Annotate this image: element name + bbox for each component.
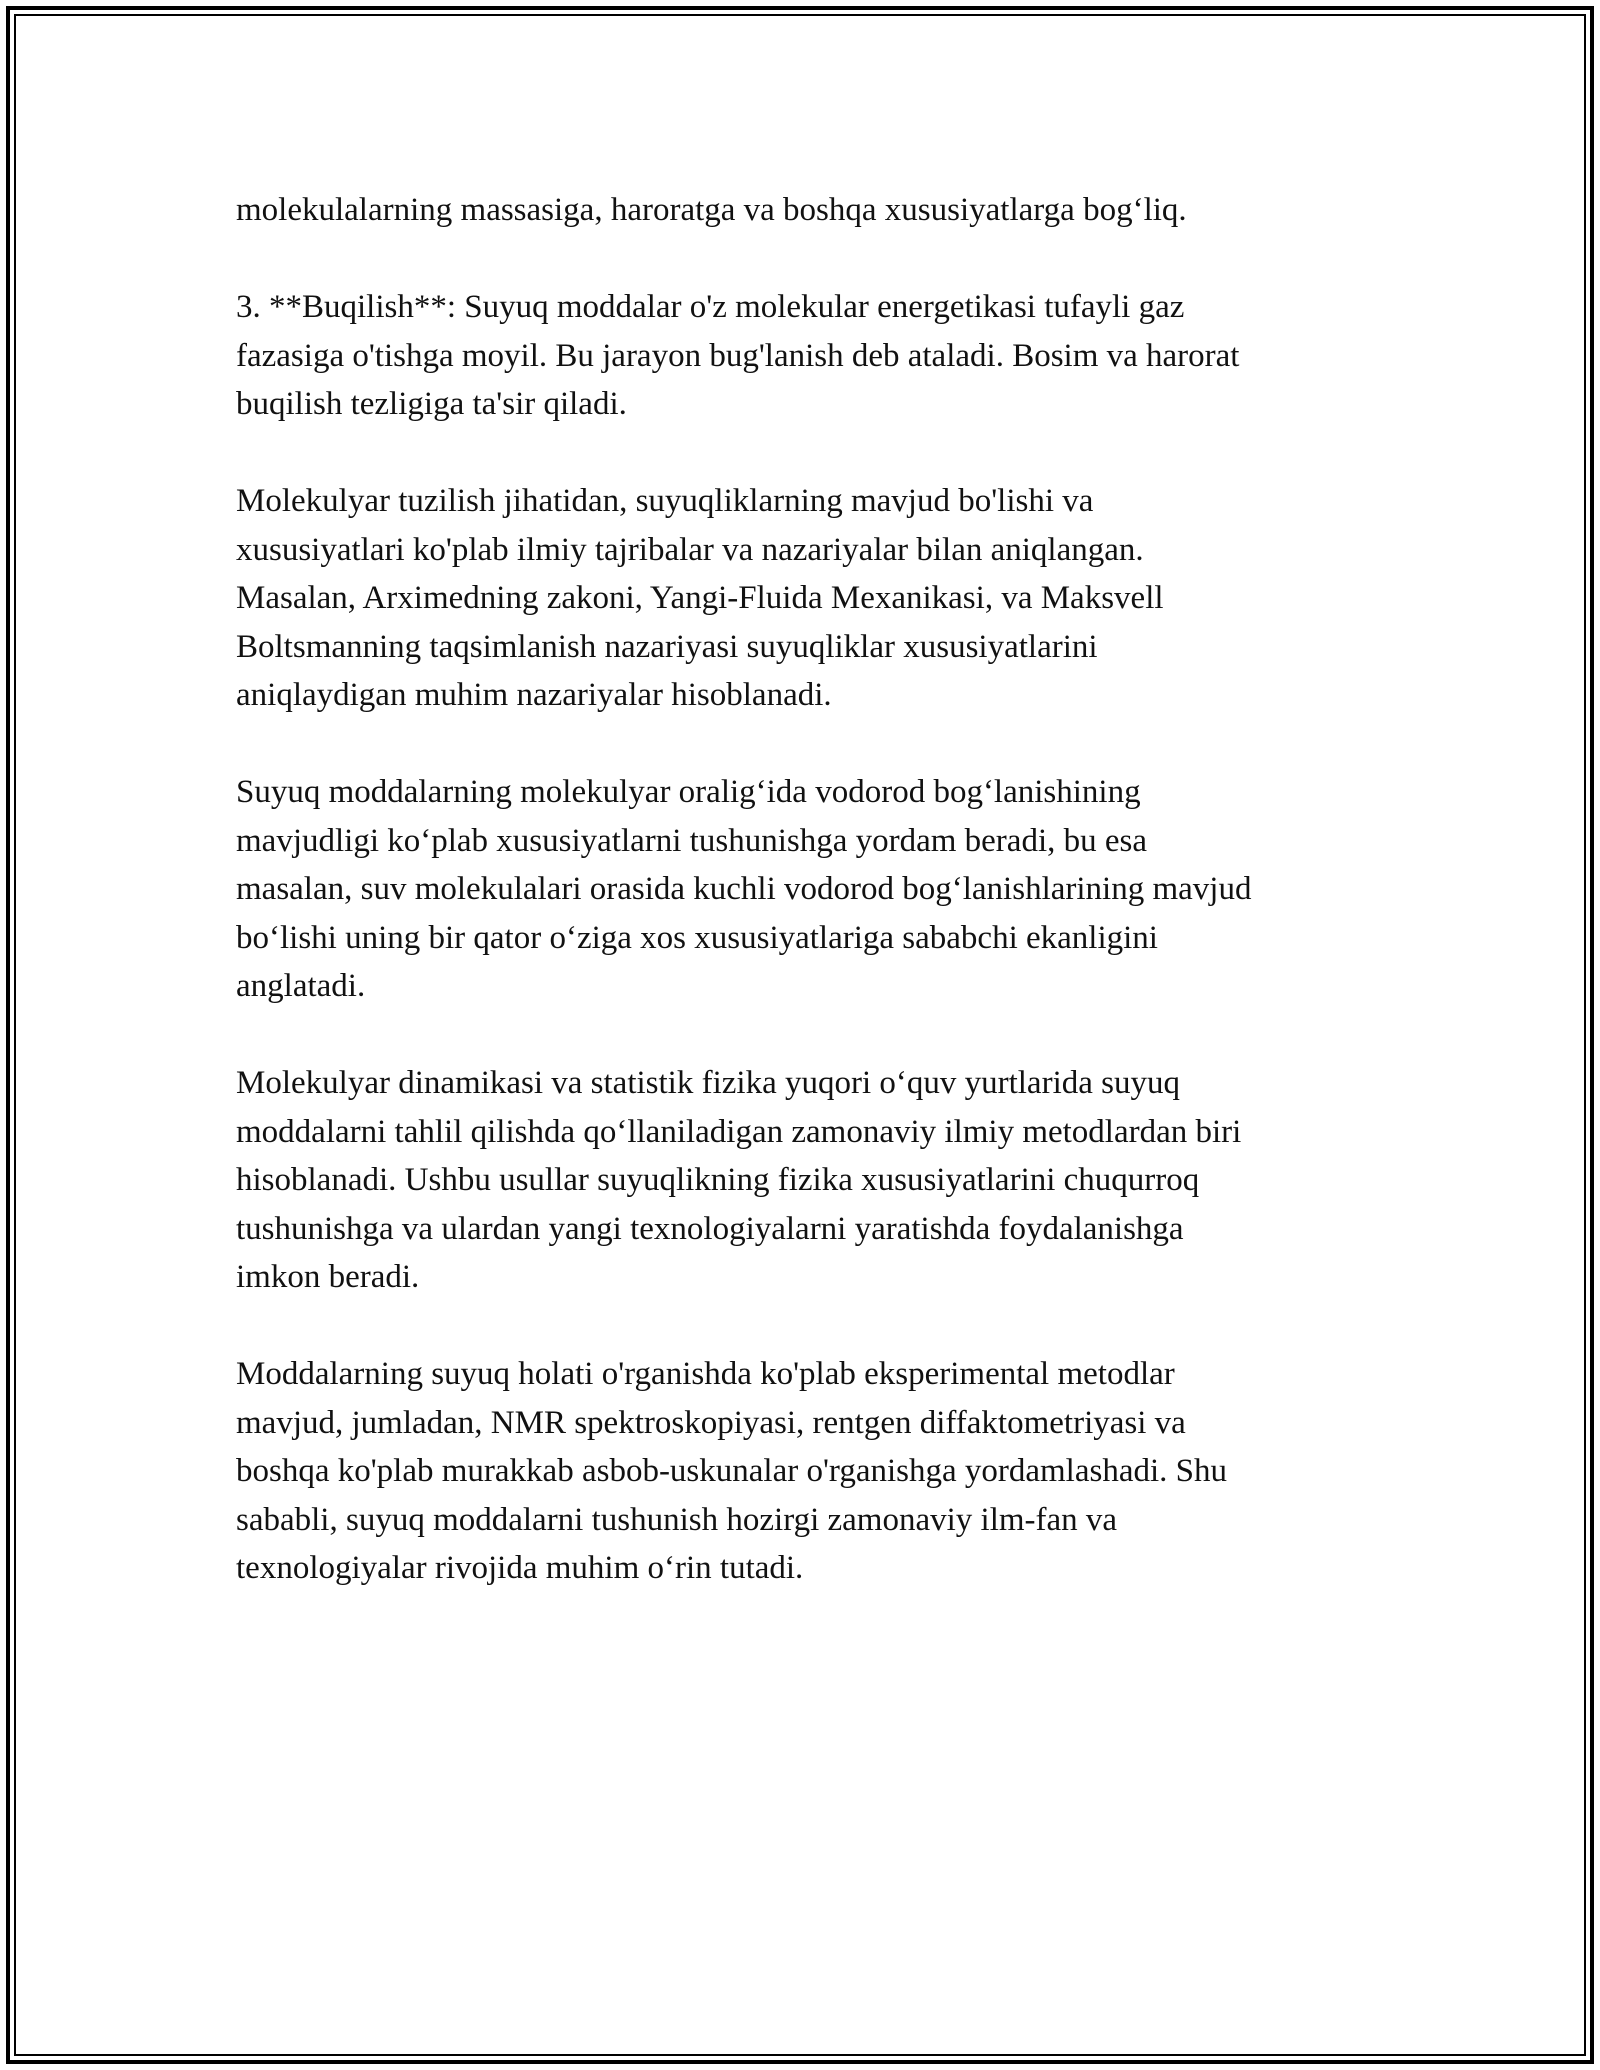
text-line: xususiyatlari ko'plab ilmiy tajribalar va nazariyalar bilan aniqlangan. (236, 531, 1144, 568)
paragraph-5 (236, 1059, 1376, 1302)
text-line: Boltsmanning taqsimlanish nazariyasi suyuqliklar xususiyatlarini (236, 628, 1098, 665)
document-body (236, 186, 1376, 1641)
text-line: aniqlaydigan muhim nazariyalar hisoblanadi. (236, 677, 832, 713)
text-line: fazasiga o'tishga moyil. Bu jarayon bug'lanish deb ataladi. Bosim va harorat (236, 337, 1240, 374)
text-line: 3. **Buqilish**: Suyuq moddalar o'z molekular energetikasi tufayli gaz (236, 289, 1185, 325)
text-line: Moddalarning suyuq holati o'rganishda ko'plab eksperimental metodlar (236, 1356, 1175, 1392)
text-line: sababli, suyuq moddalarni tushunish hozirgi zamonaviy ilm-fan va (236, 1501, 1118, 1538)
text-line: Molekulyar tuzilish jihatidan, suyuqliklarning mavjud bo'lishi va (236, 483, 1094, 519)
text-line: hisoblanadi. Ushbu usullar suyuqlikning fizika xususiyatlarini chuqurroq (236, 1162, 1200, 1198)
text-line: anglatadi. (236, 968, 366, 1004)
paragraph-4 (236, 768, 1376, 1011)
paragraph-3 (236, 477, 1376, 720)
text-line: boshqa ko'plab murakkab asbob-uskunalar o'rganishga yordamlashadi. Shu (236, 1453, 1227, 1489)
text-line: Masalan, Arximedning zakoni, Yangi-Fluida Mexanikasi, va Maksvell (236, 580, 1164, 616)
text-line: imkon beradi. (236, 1259, 420, 1295)
text-line: bo‘lishi uning bir qator o‘ziga xos xususiyatlariga sababchi ekanligini (236, 919, 1158, 956)
text-line: tushunishga va ulardan yangi texnologiyalarni yaratishda foydalanishga (236, 1210, 1184, 1247)
text-line: texnologiyalar rivojida muhim o‘rin tutadi. (236, 1550, 804, 1586)
text-line: molekulalarning massasiga, haroratga va boshqa xususiyatlarga bog‘liq. (236, 192, 1187, 228)
text-line: moddalarni tahlil qilishda qo‘llaniladigan zamonaviy ilmiy metodlardan biri (236, 1113, 1242, 1150)
text-line: Molekulyar dinamikasi va statistik fizika yuqori o‘quv yurtlarida suyuq (236, 1065, 1180, 1101)
text-line: masalan, suv molekulalari orasida kuchli vodorod bog‘lanishlarining mavjud (236, 871, 1252, 907)
paragraph-2 (236, 283, 1376, 429)
paragraph-6 (236, 1350, 1376, 1593)
paragraph-1 (236, 186, 1376, 235)
text-line: mavjudligi ko‘plab xususiyatlarni tushunishga yordam beradi, bu esa (236, 822, 1147, 859)
text-line: Suyuq moddalarning molekulyar oralig‘ida vodorod bog‘lanishining (236, 774, 1141, 810)
text-line: buqilish tezligiga ta'sir qiladi. (236, 386, 627, 422)
text-line: mavjud, jumladan, NMR spektroskopiyasi, rentgen diffaktometriyasi va (236, 1404, 1186, 1441)
